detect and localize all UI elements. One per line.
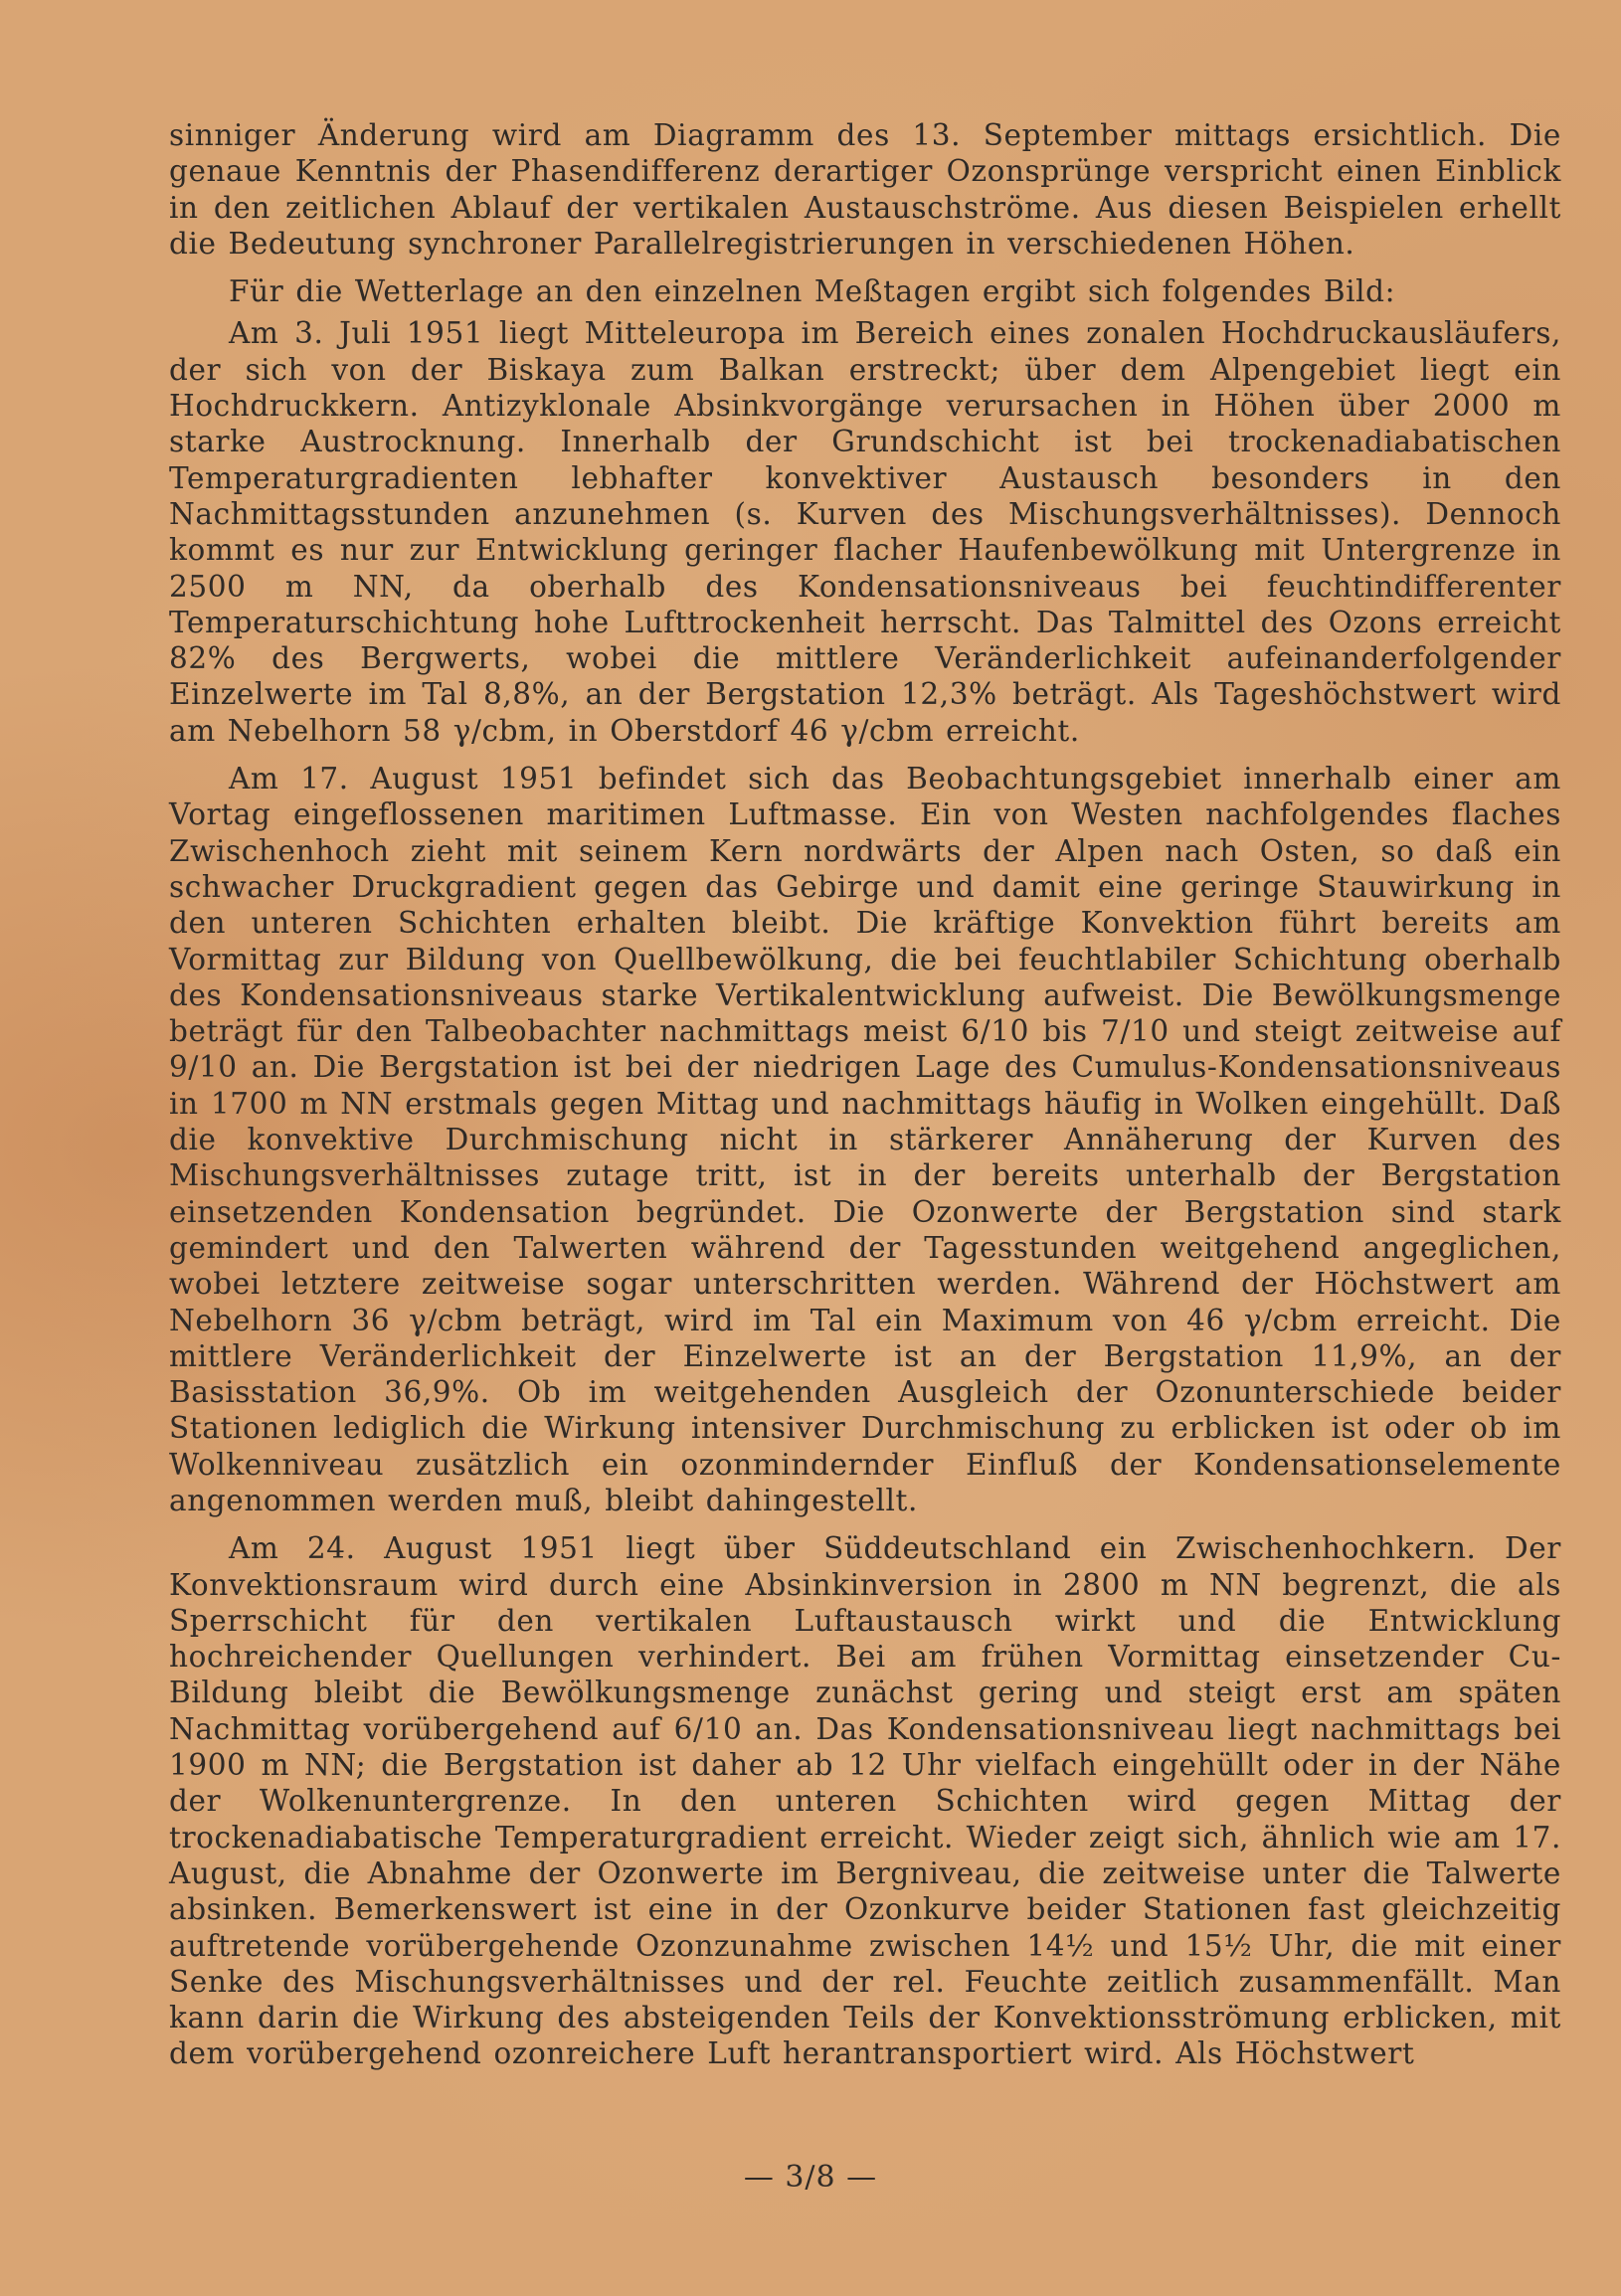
paragraph-intro: sinniger Änderung wird am Diagramm des 13. September mittags ersichtlich. Die genaue Kenntnis der Phasendifferenz derartiger Ozonsprünge verspricht einen Einblick in den zeitlichen Ablauf der vertikalen Austauschströme. Aus diesen Beispielen erhellt die Bedeutung synchroner Parallelregistrierungen in verschiedenen Höhen. (169, 118, 1561, 261)
paragraph-17-august: Am 17. August 1951 befindet sich das Beobachtungsgebiet innerhalb einer am Vortag eingeflossenen maritimen Luftmasse. Ein von Westen nachfolgendes flaches Zwischenhoch zieht mit seinem Kern nordwärts der Alpen nach Osten, so daß ein schwacher Druckgradient gegen das Gebirge und damit eine geringe Stauwirkung in den unteren Schichten erhalten bleibt. Die kräftige Konvektion führt bereits am Vormittag zur Bildung von Quellbewölkung, die bei feuchtlabiler Schichtung oberhalb des Kondensationsniveaus starke Vertikalentwicklung aufweist. Die Bewölkungsmenge beträgt für den Talbeobachter nachmittags meist 6/10 bis 7/10 und steigt zeitweise auf 9/10 an. Die Bergstation ist bei der niedrigen Lage des Cumulus-Kondensationsniveaus in 1700 m NN erstmals gegen Mittag und nachmittags häufig in Wolken eingehüllt. Daß die konvektive Durchmischung nicht in stärkerer Annäherung der Kurven des Mischungsverhältnisses zutage tritt, ist in der bereits unterhalb der Bergstation einsetzenden Kondensation begründet. Die Ozonwerte der Bergstation sind stark gemindert und den Talwerten während der Tagesstunden weitgehend angeglichen, wobei letztere zeitweise sogar unterschritten werden. Während der Höchstwert am Nebelhorn 36 γ/cbm beträgt, wird im Tal ein Maximum von 46 γ/cbm erreicht. Die mittlere Veränderlichkeit der Einzelwerte ist an der Bergstation 11,9%, an der Basisstation 36,9%. Ob im weitgehenden Ausgleich der Ozonunterschiede beider Stationen lediglich die Wirkung intensiver Durchmischung zu erblicken ist oder ob im Wolkenniveau zusätzlich ein ozonmindernder Einfluß der Kondensationselemente angenommen werden muß, bleibt dahingestellt. (169, 762, 1561, 1517)
paragraph-weather-intro: Für die Wetterlage an den einzelnen Meßtagen ergibt sich folgendes Bild: (229, 274, 1396, 309)
page-number: — 3/8 — (743, 2160, 878, 2195)
paragraph-24-august: Am 24. August 1951 liegt über Süddeutschland ein Zwischenhochkern. Der Konvektionsraum wird durch eine Absinkinversion in 2800 m NN begrenzt, die als Sperrschicht für den vertikalen Luftaustausch wirkt und die Entwicklung hochreichender Quellungen verhindert. Bei am frühen Vormittag einsetzender Cu-Bildung bleibt die Bewölkungsmenge zunächst gering und steigt erst am späten Nachmittag vorübergehend auf 6/10 an. Das Kondensationsniveau liegt nachmittags bei 1900 m NN; die Bergstation ist daher ab 12 Uhr vielfach eingehüllt oder in der Nähe der Wolkenuntergrenze. In den unteren Schichten wird gegen Mittag der trockenadiabatische Temperaturgradient erreicht. Wieder zeigt sich, ähnlich wie am 17. August, die Abnahme der Ozonwerte im Bergniveau, die zeitweise unter die Talwerte absinken. Bemerkenswert ist eine in der Ozonkurve beider Stationen fast gleichzeitig auftretende vorübergehende Ozonzunahme zwischen 14½ und 15½ Uhr, die mit einer Senke des Mischungsverhältnisses und der rel. Feuchte zeitlich zusammenfällt. Man kann darin die Wirkung des absteigenden Teils der Konvektionsströmung erblicken, mit dem vorübergehend ozonreichere Luft herantransportiert wird. Als Höchstwert (169, 1531, 1561, 2071)
document-body (169, 117, 1561, 2072)
paragraph-3-july: Am 3. Juli 1951 liegt Mitteleuropa im Bereich eines zonalen Hochdruckausläufers, der sich von der Biskaya zum Balkan erstreckt; über dem Alpengebiet liegt ein Hochdruckkern. Antizyklonale Absinkvorgänge verursachen in Höhen über 2000 m starke Austrocknung. Innerhalb der Grundschicht ist bei trockenadiabatischen Temperaturgradienten lebhafter konvektiver Austausch besonders in den Nachmittagsstunden anzunehmen (s. Kurven des Mischungsverhältnisses). Dennoch kommt es nur zur Entwicklung geringer flacher Haufenbewölkung mit Untergrenze in 2500 m NN, da oberhalb des Kondensationsniveaus bei feuchtindifferenter Temperaturschichtung hohe Lufttrockenheit herrscht. Das Talmittel des Ozons erreicht 82% des Bergwerts, wobei die mittlere Veränderlichkeit aufeinanderfolgender Einzelwerte im Tal 8,8%, an der Bergstation 12,3% beträgt. Als Tageshöchstwert wird am Nebelhorn 58 γ/cbm, in Oberstdorf 46 γ/cbm erreicht. (169, 316, 1561, 748)
